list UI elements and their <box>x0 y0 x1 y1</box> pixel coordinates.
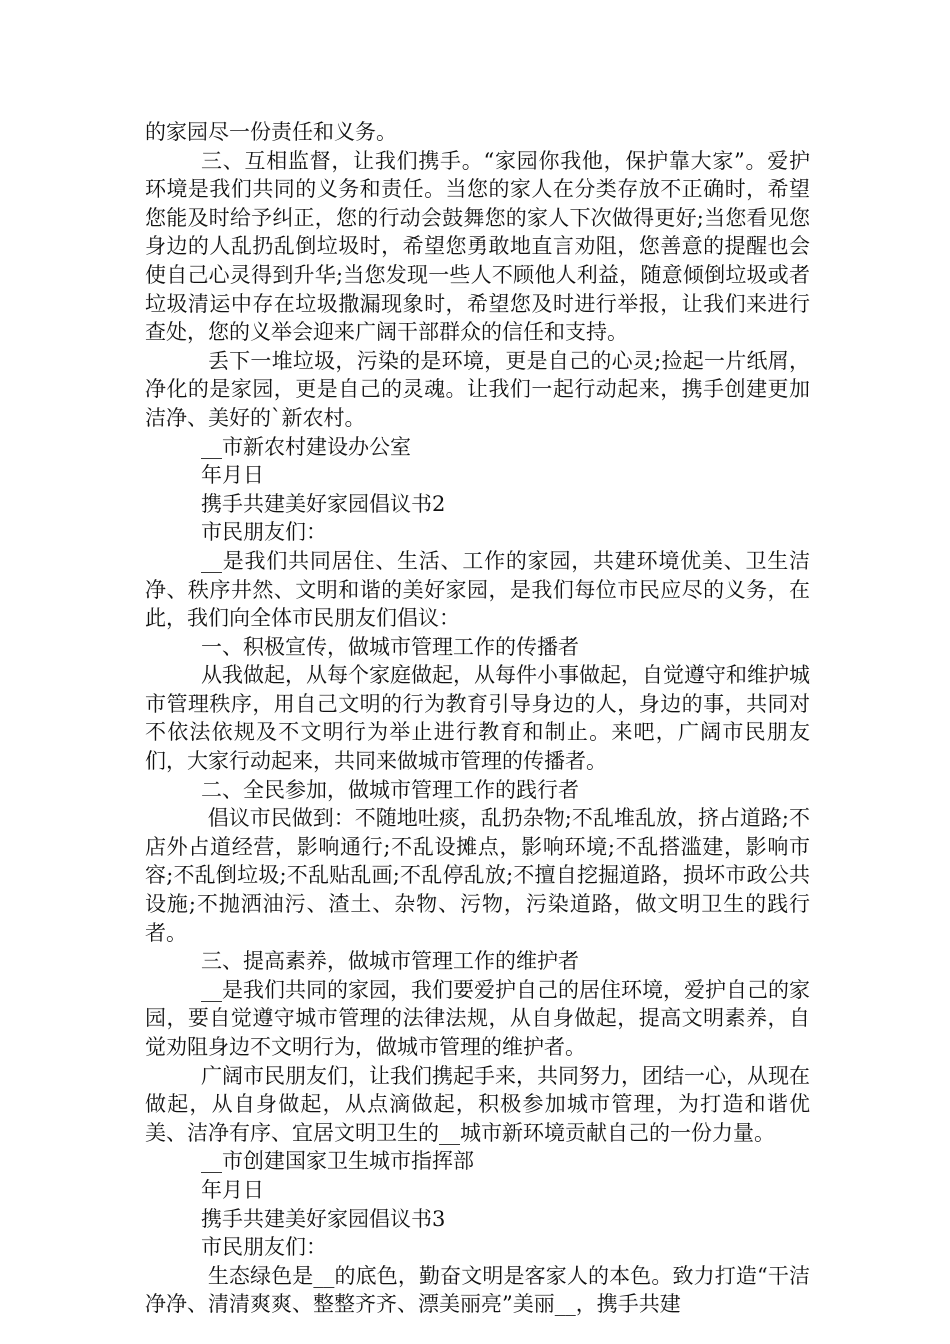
document-paragraph: 生态绿色是__的底色，勤奋文明是客家人的本色。致力打造“干洁净净、清清爽爽、整整齐齐、漂美丽亮”美丽__，携手共建 <box>145 1263 811 1317</box>
document-paragraph: 从我做起，从每个家庭做起，从每件小事做起，自觉遵守和维护城市管理秩序，用自己文明的行为教育引导身边的人，身边的事，共同对不依法依规及不文明行为举止进行教育和制止。来吧，广阔市民朋友们，大家行动起来，共同来做城市管理的传播者。 <box>145 663 810 774</box>
document-paragraph: 年月日 <box>201 1177 264 1202</box>
document-paragraph: 市民朋友们： <box>201 1235 327 1260</box>
document-paragraph: 一、积极宣传，做城市管理工作的传播者 <box>201 634 579 659</box>
document-paragraph: 年月日 <box>201 463 264 488</box>
document-paragraph: __是我们共同的家园，我们要爱护自己的居住环境，爱护自己的家园，要自觉遵守城市管理的法律法规，从自身做起，提高文明素养，自觉劝阻身边不文明行为，做城市管理的维护者。 <box>145 977 810 1059</box>
document-body <box>145 118 810 1319</box>
document-paragraph: 三、提高素养，做城市管理工作的维护者 <box>201 949 579 974</box>
document-paragraph: 倡议市民做到：不随地吐痰，乱扔杂物;不乱堆乱放，挤占道路;不店外占道经营，影响通行;不乱设摊点，影响环境;不乱搭滥建，影响市容;不乱倒垃圾;不乱贴乱画;不乱停乱放;不擅自挖掘道路，损坏市政公共设施;不抛洒油污、渣土、杂物、污物，污染道路，做文明卫生的践行者。 <box>145 806 810 945</box>
document-paragraph: 三、互相监督，让我们携手。“家园你我他，保护靠大家”。爱护环境是我们共同的义务和责任。当您的家人在分类存放不正确时，希望您能及时给予纠正，您的行动会鼓舞您的家人下次做得更好;当您看见您身边的人乱扔乱倒垃圾时，希望您勇敢地直言劝阻，您善意的提醒也会使自己心灵得到升华;当您发现一些人不顾他人利益，随意倾倒垃圾或者垃圾清运中存在垃圾撒漏现象时，希望您及时进行举报，让我们来进行查处，您的义举会迎来广阔干部群众的信任和支持。 <box>145 148 810 345</box>
document-paragraph: __市创建国家卫生城市指挥部 <box>201 1149 474 1174</box>
document-paragraph: 二、全民参加，做城市管理工作的践行者 <box>201 777 579 802</box>
document-paragraph: 丢下一堆垃圾，污染的是环境，更是自己的心灵;捡起一片纸屑，净化的是家园，更是自己的灵魂。让我们一起行动起来，携手创建更加洁净、美好的`新农村。 <box>145 348 810 430</box>
document-paragraph: 市民朋友们： <box>201 520 327 545</box>
document-paragraph: __市新农村建设办公室 <box>201 434 411 459</box>
document-paragraph: 携手共建美好家园倡议书3 <box>201 1206 446 1231</box>
document-paragraph: 广阔市民朋友们，让我们携起手来，共同努力，团结一心，从现在做起，从自身做起，从点滴做起，积极参加城市管理，为打造和谐优美、洁净有序、宜居文明卫生的__城市新环境贡献自己的一份力量。 <box>145 1063 810 1145</box>
document-paragraph: 的家园尽一份责任和义务。 <box>145 120 397 144</box>
document-paragraph: 携手共建美好家园倡议书2 <box>201 491 446 516</box>
document-paragraph: __是我们共同居住、生活、工作的家园，共建环境优美、卫生洁净、秩序井然、文明和谐的美好家园，是我们每位市民应尽的义务，在此，我们向全体市民朋友们倡议： <box>145 548 810 631</box>
